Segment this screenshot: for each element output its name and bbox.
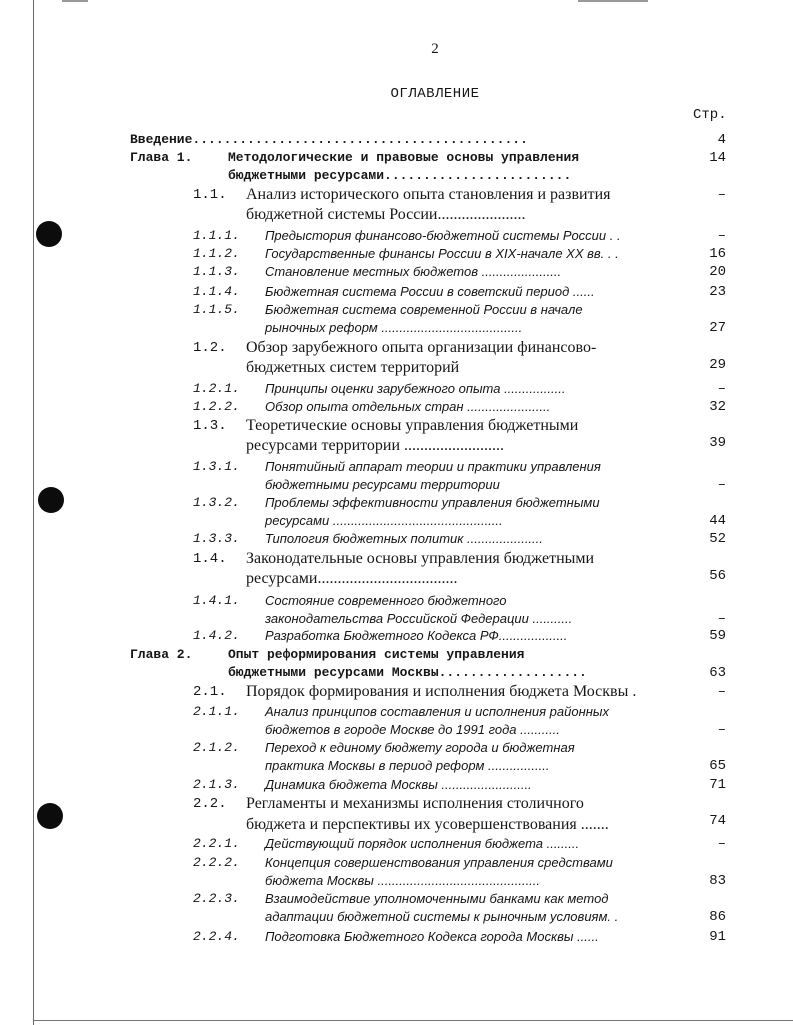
toc-entry-title: Теоретические основы управления бюджетными <box>246 417 579 434</box>
binder-hole <box>36 221 62 247</box>
toc-entry-number: 2.2.3. <box>193 891 240 906</box>
toc-entry-title-continued: бюджета Москвы ............................................. <box>265 873 541 888</box>
toc-entry-number: 1.2. <box>193 340 227 356</box>
scan-mark <box>578 0 648 2</box>
toc-entry-title: Типология бюджетных политик ..................... <box>265 531 543 546</box>
toc-entry-title: Обзор зарубежного опыта организации финансово- <box>246 339 597 356</box>
toc-entry-number: 1.4.1. <box>193 593 240 608</box>
toc-entry-title-continued: ресурсами ............................................... <box>265 513 503 528</box>
toc-entry-title-continued: ресурсами................................... <box>246 570 458 587</box>
page-column-label: Стр. <box>693 107 727 123</box>
toc-entry-title-continued: бюджетной системы России...................... <box>246 206 526 223</box>
toc-entry-title: Состояние современного бюджетного <box>265 593 507 608</box>
toc-page-number: – <box>717 722 726 738</box>
toc-entry-title: Обзор опыта отдельных стран ....................... <box>265 399 551 414</box>
toc-entry-number: 1.3.2. <box>193 495 240 510</box>
toc-page-number: 65 <box>709 758 726 774</box>
toc-entry-number: 2.1.2. <box>193 740 240 755</box>
toc-page-number: – <box>717 611 726 627</box>
page-bottom-edge <box>33 1020 793 1021</box>
toc-page-number: 44 <box>709 513 726 529</box>
scan-mark <box>62 0 88 2</box>
toc-entry-title: Порядок формирования и исполнения бюджета Москвы . <box>246 683 637 700</box>
toc-page-number: 56 <box>709 568 726 584</box>
toc-entry-title-continued: бюджетов в городе Москве до 1991 года ........... <box>265 722 560 737</box>
toc-entry-number: 2.1.1. <box>193 704 240 719</box>
toc-entry-title-continued: практика Москвы в период реформ ................. <box>265 758 550 773</box>
toc-entry-title: Становление местных бюджетов ...................... <box>265 264 562 279</box>
toc-page-number: 20 <box>709 264 726 280</box>
toc-page-number: 71 <box>709 777 726 793</box>
toc-entry-title: Предыстория финансово-бюджетной системы России . . <box>265 228 621 243</box>
toc-entry-title: Понятийный аппарат теории и практики управления <box>265 459 601 474</box>
toc-entry-title-continued: бюджетными ресурсами Москвы................... <box>228 665 587 680</box>
toc-page-number: 29 <box>709 357 726 373</box>
toc-page-number: 23 <box>709 284 726 300</box>
toc-page-number: 83 <box>709 873 726 889</box>
toc-page-number: 14 <box>709 150 726 166</box>
toc-entry-title: Методологические и правовые основы управления <box>228 150 580 165</box>
toc-entry-number: 1.3. <box>193 418 227 434</box>
toc-entry-title-continued: адаптации бюджетной системы к рыночным условиям. . <box>265 909 619 924</box>
toc-entry-number: 1.1. <box>193 187 227 203</box>
toc-entry-number: 1.2.1. <box>193 381 240 396</box>
toc-entry-title-continued: бюджетными ресурсами........................ <box>228 168 572 183</box>
page-number: 2 <box>431 41 439 57</box>
toc-page-number: 59 <box>709 628 726 644</box>
toc-entry-title: Подготовка Бюджетного Кодекса города Москвы ...... <box>265 929 599 944</box>
toc-entry-number: 1.1.2. <box>193 246 240 261</box>
toc-entry-number: 1.1.5. <box>193 302 240 317</box>
toc-entry-title-continued: законодательства Российской Федерации ........... <box>265 611 573 626</box>
toc-page-number: 16 <box>709 246 726 262</box>
toc-entry-title: Проблемы эффективности управления бюджетными <box>265 495 600 510</box>
toc-entry-number: 2.2.2. <box>193 855 240 870</box>
toc-page-number: 4 <box>717 132 726 148</box>
binder-hole <box>37 803 63 829</box>
toc-page-number: – <box>717 187 726 203</box>
toc-entry-number: 2.2. <box>193 796 227 812</box>
toc-entry-title: Концепция совершенствования управления средствами <box>265 855 613 870</box>
toc-page-number: 91 <box>709 929 726 945</box>
toc-entry-title: Действующий порядок исполнения бюджета ......... <box>265 836 580 851</box>
toc-entry-title: Законодательные основы управления бюджетными <box>246 550 595 567</box>
toc-entry-title: Анализ исторического опыта становления и развития <box>246 186 611 203</box>
toc-page-number: 63 <box>709 665 726 681</box>
toc-entry-number: 1.3.3. <box>193 531 240 546</box>
toc-entry-title: Взаимодействие уполномоченными банками как метод <box>265 891 609 906</box>
toc-entry-number: 1.3.1. <box>193 459 240 474</box>
toc-entry-title-continued: бюджетных систем территорий <box>246 359 460 376</box>
toc-entry-number: 2.1.3. <box>193 777 240 792</box>
toc-entry-number: 1.1.3. <box>193 264 240 279</box>
toc-entry-number: 2.2.4. <box>193 929 240 944</box>
toc-page-number: 52 <box>709 531 726 547</box>
toc-entry-number: 2.2.1. <box>193 836 240 851</box>
toc-entry-number: 1.1.1. <box>193 228 240 243</box>
page-left-edge <box>33 0 34 1025</box>
toc-page-number: – <box>717 836 726 852</box>
toc-page-number: 86 <box>709 909 726 925</box>
toc-entry-title: Государственные финансы России в XIX-начале XX вв. . . <box>265 246 619 261</box>
toc-entry-number: Глава 1. <box>130 150 193 165</box>
toc-entry-title-continued: рыночных реформ ....................................... <box>265 320 523 335</box>
toc-page-number: 74 <box>709 813 726 829</box>
binder-hole <box>38 487 64 513</box>
toc-page-number: 27 <box>709 320 726 336</box>
toc-entry-title: Динамика бюджета Москвы ......................... <box>265 777 532 792</box>
toc-page-number: 39 <box>709 435 726 451</box>
toc-entry-title-continued: бюджетными ресурсами территории <box>265 477 500 492</box>
toc-entry-title: Принципы оценки зарубежного опыта ................. <box>265 381 566 396</box>
toc-title: ОГЛАВЛЕНИЕ <box>390 86 480 102</box>
toc-entry-title-continued: ресурсами территории ......................... <box>246 437 505 454</box>
toc-entry-number: 2.1. <box>193 684 227 700</box>
toc-entry-number: 1.2.2. <box>193 399 240 414</box>
toc-entry-title: Анализ принципов составления и исполнения районных <box>265 704 609 719</box>
toc-page-number: – <box>717 684 726 700</box>
toc-page-number: – <box>717 381 726 397</box>
toc-entry-title: Переход к единому бюджету города и бюджетная <box>265 740 575 755</box>
toc-entry-title: Введение........................................... <box>130 132 528 147</box>
toc-entry-title-continued: бюджета и перспективы их усовершенствования ....... <box>246 816 609 833</box>
toc-page-number: – <box>717 477 726 493</box>
toc-entry-title: Опыт реформирования системы управления <box>228 647 525 662</box>
toc-entry-title: Регламенты и механизмы исполнения столичного <box>246 795 584 812</box>
toc-entry-title: Бюджетная система современной России в начале <box>265 302 583 317</box>
toc-entry-title: Бюджетная система России в советский период ...... <box>265 284 595 299</box>
toc-entry-title: Разработка Бюджетного Кодекса РФ................... <box>265 628 568 643</box>
toc-entry-number: Глава 2. <box>130 647 193 662</box>
toc-entry-number: 1.4. <box>193 551 227 567</box>
toc-page-number: 32 <box>709 399 726 415</box>
toc-page-number: – <box>717 228 726 244</box>
toc-entry-number: 1.4.2. <box>193 628 240 643</box>
toc-entry-number: 1.1.4. <box>193 284 240 299</box>
